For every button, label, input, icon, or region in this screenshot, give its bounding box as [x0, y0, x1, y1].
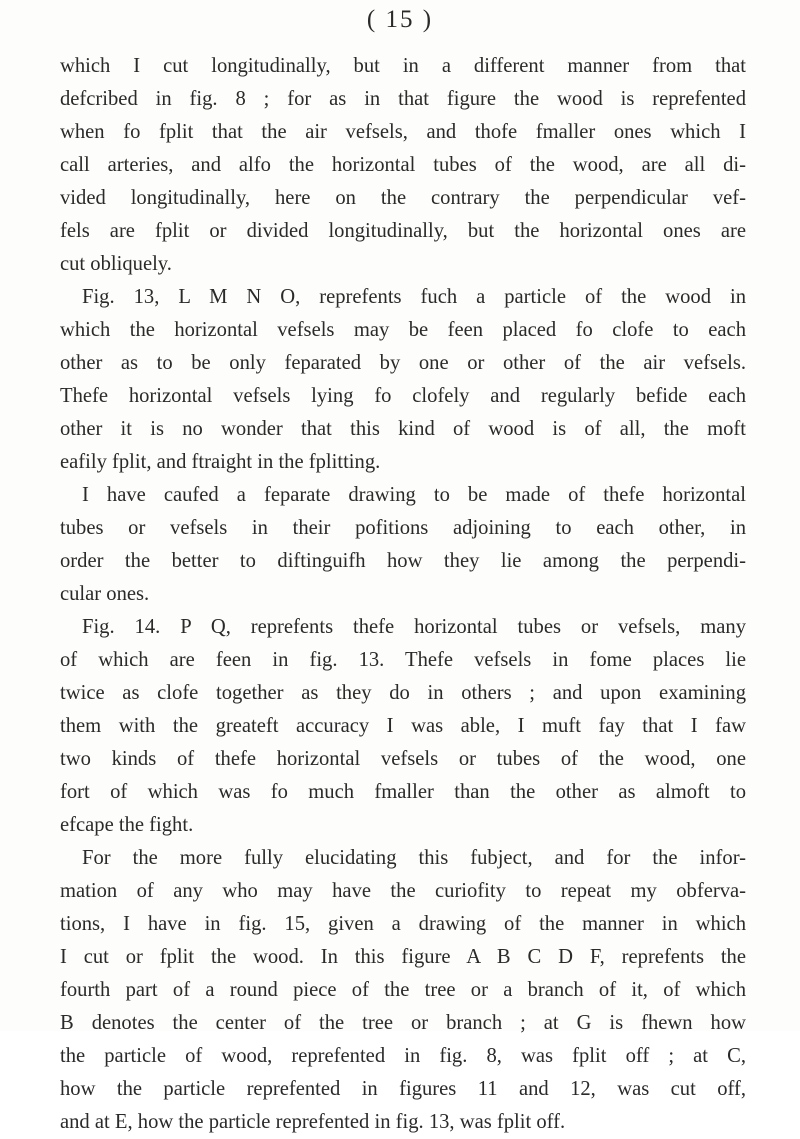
text-line: vided longitudinally, here on the contrary the perpendicular vef-	[60, 187, 746, 209]
text-line: and at E, how the particle reprefented in fig. 13, was fplit off.	[60, 1111, 566, 1133]
text-line: I have caufed a feparate drawing to be made of thefe horizontal	[82, 484, 746, 506]
text-line: tubes or vefsels in their pofitions adjoining to each other, in	[60, 517, 746, 539]
text-line: them with the greateft accuracy I was able, I muft fay that I faw	[60, 715, 746, 737]
text-line: efcape the fight.	[60, 814, 194, 836]
text-line: I cut or fplit the wood. In this figure A B C D F, reprefents the	[60, 946, 746, 968]
text-line: For the more fully elucidating this fubject, and for the infor-	[82, 847, 746, 869]
text-line: order the better to diftinguifh how they lie among the perpendi-	[60, 550, 746, 572]
text-line: other it is no wonder that this kind of wood is of all, the moft	[60, 418, 746, 440]
text-line: which the horizontal vefsels may be feen placed fo clofe to each	[60, 319, 746, 341]
text-line: Fig. 13, L M N O, reprefents fuch a particle of the wood in	[82, 286, 746, 308]
text-line: Fig. 14. P Q, reprefents thefe horizontal tubes or vefsels, many	[82, 616, 746, 638]
text-line: two kinds of thefe horizontal vefsels or tubes of the wood, one	[60, 748, 746, 770]
text-line: when fo fplit that the air vefsels, and thofe fmaller ones which I	[60, 121, 746, 143]
text-line: tions, I have in fig. 15, given a drawing of the manner in which	[60, 913, 746, 935]
text-line: cut obliquely.	[60, 253, 172, 275]
page-number: ( 15 )	[366, 6, 434, 33]
text-line: which I cut longitudinally, but in a different manner from that	[60, 55, 746, 77]
text-line: B denotes the center of the tree or branch ; at G is fhewn how	[60, 1012, 746, 1034]
text-line: call arteries, and alfo the horizontal tubes of the wood, are all di-	[60, 154, 746, 176]
text-line: fort of which was fo much fmaller than the other as almoft to	[60, 781, 746, 803]
text-line: other as to be only feparated by one or other of the air vefsels.	[60, 352, 746, 374]
text-line: mation of any who may have the curiofity to repeat my obferva-	[60, 880, 746, 902]
text-line: fels are fplit or divided longitudinally, but the horizontal ones are	[60, 220, 746, 242]
text-line: twice as clofe together as they do in others ; and upon examining	[60, 682, 746, 704]
text-line: eafily fplit, and ftraight in the fplitting.	[60, 451, 381, 473]
text-line: of which are feen in fig. 13. Thefe vefsels in fome places lie	[60, 649, 746, 671]
text-line: the particle of wood, reprefented in fig. 8, was fplit off ; at C,	[60, 1045, 746, 1067]
text-line: how the particle reprefented in figures 11 and 12, was cut off,	[60, 1078, 746, 1100]
page-text	[60, 50, 746, 1139]
text-line: cular ones.	[60, 583, 150, 605]
text-line: Thefe horizontal vefsels lying fo clofely and regularly befide each	[60, 385, 746, 407]
text-line: fourth part of a round piece of the tree or a branch of it, of which	[60, 979, 746, 1001]
text-line: defcribed in fig. 8 ; for as in that figure the wood is reprefented	[60, 88, 746, 110]
